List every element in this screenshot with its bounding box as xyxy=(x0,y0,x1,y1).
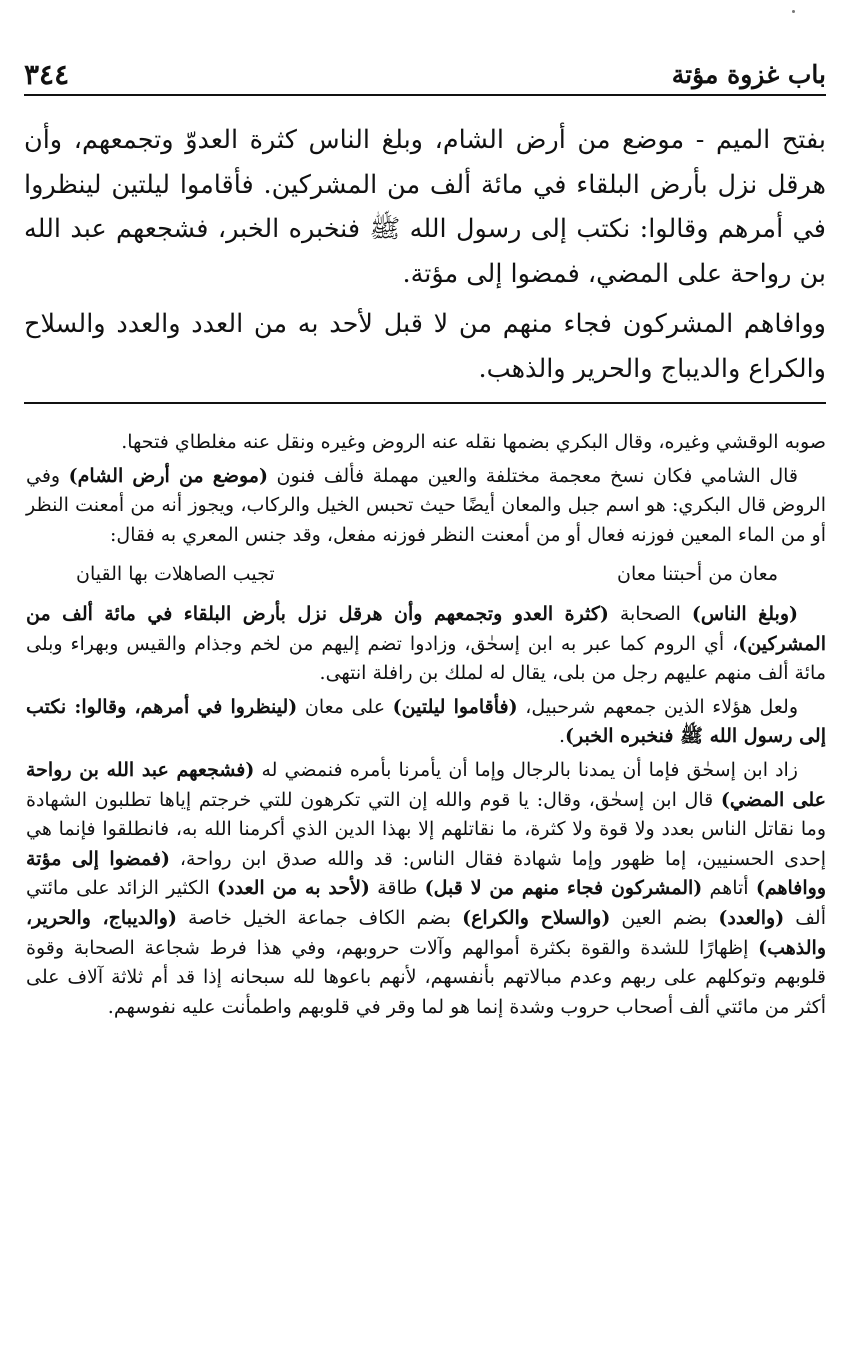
commentary-text: الكثير الزائد على مائتي ألف xyxy=(26,877,826,929)
page-number: ٣٤٤ xyxy=(24,57,70,91)
running-header xyxy=(24,54,826,96)
text-divider xyxy=(24,402,826,404)
commentary-text: . xyxy=(558,725,566,748)
quoted-phrase: (موضع من أرض الشام) xyxy=(68,464,268,487)
quoted-phrase: (والعدد) xyxy=(718,906,785,929)
scan-speck xyxy=(792,10,795,13)
quoted-phrase: (لينظروا في أمرهم، وقالوا: نكتب إلى رسول الله ﷺ فنخبره الخبر) xyxy=(26,695,826,748)
commentary-text: زاد ابن إسحٰق فإما أن يمدنا بالرجال وإما أن يأمرنا بأمره فنمضي له xyxy=(254,758,798,781)
poetry-verse xyxy=(26,560,826,590)
commentary-text: قال الشامي فكان نسخ معجمة مختلفة والعين مهملة فألف فنون xyxy=(267,464,798,487)
quoted-phrase: (المشركون فجاء منهم من لا قبل) xyxy=(424,877,703,900)
quoted-phrase: (لأحد به من العدد) xyxy=(217,877,370,900)
quoted-phrase: (والسلاح والكراع) xyxy=(462,906,611,929)
quoted-phrase: (والديباج، والحرير، والذهب) xyxy=(26,906,826,959)
commentary-text: على معان xyxy=(297,695,393,718)
commentary xyxy=(26,428,826,1026)
commentary-text: أتاهم xyxy=(702,877,756,900)
verse-first-hemistich: معان من أحبتنا معان xyxy=(617,563,778,586)
commentary-text: وفي الروض قال البكري: هو اسم جبل والمعان أيضًا حيث تحبس الخيل والركاب، ويجوز أنه من أمعنت النظر أو من الماء المعين فوزنه فعال أو من أمعنت النظر فوزنه مفعل، وقد جنس المعري به فقال: xyxy=(26,464,826,546)
quoted-phrase: (فأقاموا ليلتين) xyxy=(392,695,518,718)
commentary-paragraph xyxy=(26,600,826,689)
commentary-paragraph xyxy=(26,693,826,752)
commentary-text: قال ابن إسحٰق، وقال: يا قوم والله إن التي تكرهون للتي خرجتم إياها تطلبون الشهادة وما نقاتل الناس بعدد ولا قوة ولا كثرة، ما نقاتلهم إلا بهذا الدين الذي أكرمنا الله به، فانطلقوا فإنما هي إحدى الحسنيين، إما ظهور وإما شهادة فقال الناس: قد والله صدق ابن رواحة، xyxy=(26,788,827,870)
commentary-paragraph xyxy=(26,756,826,1022)
main-text xyxy=(24,118,826,392)
commentary-paragraph xyxy=(26,462,826,551)
chapter-title: باب غزوة مؤتة xyxy=(671,59,826,89)
commentary-paragraph: صوبه الوقشي وغيره، وقال البكري بضمها نقله عنه الروض وغيره ونقل عنه مغلطاي فتحها. xyxy=(121,431,826,453)
commentary-text: طاقة xyxy=(369,877,425,900)
quoted-phrase: (فشجعهم عبد الله بن رواحة على المضي) xyxy=(26,758,827,811)
main-text-paragraph: ووافاهم المشركون فجاء منهم من لا قبل لأحد به من العدد والعدد والسلاح والكراع والديباج والحرير والذهب. xyxy=(24,309,826,384)
quoted-phrase: (وبلغ الناس) xyxy=(691,602,799,625)
commentary-text: بضم الكاف جماعة الخيل خاصة xyxy=(176,906,463,929)
verse-second-hemistich: تجيب الصاهلات بها القيان xyxy=(76,563,275,586)
commentary-text: ، أي الروم كما عبر به ابن إسحٰق، وزادوا تضم إليهم من لخم وجذام والقيس وبهراء وبلى مائة ألف منهم عليهم رجل من بلى، يقال له لملك بن رافلة انتهى. xyxy=(26,632,826,685)
main-text-paragraph: بفتح الميم - موضع من أرض الشام، وبلغ الناس كثرة العدوّ وتجمعهم، وأن هرقل نزل بأرض البلقاء في مائة ألف من المشركين. فأقاموا ليلتين لينظروا في أمرهم وقالوا: نكتب إلى رسول الله ﷺ فنخبره الخبر، فشجعهم عبد الله بن رواحة على المضي، فمضوا إلى مؤتة. xyxy=(24,125,826,289)
commentary-text: ولعل هؤلاء الذين جمعهم شرحبيل، xyxy=(517,695,798,718)
quoted-phrase: (فمضوا إلى مؤتة ووافاهم) xyxy=(26,847,826,900)
quoted-phrase: (كثرة العدو وتجمعهم وأن هرقل نزل بأرض البلقاء في مائة ألف من المشركين) xyxy=(26,602,826,655)
commentary-text: الصحابة xyxy=(608,602,692,625)
commentary-text: بضم العين xyxy=(610,906,719,929)
commentary-text: إظهارًا للشدة والقوة بكثرة أموالهم وآلات حروبهم، وفي هذا فرط شجاعة الصحابة وقوة قلوبهم وتوكلهم على ربهم وعدم مبالاتهم بأنفسهم، لأنهم باعوها لله سبحانه إذا قد أم ثلاثة آلاف على أكثر من مائتي ألف أصحاب حروب وشدة إنما هو لما وقر في قلوبهم واطمأنت عليه نفوسهم. xyxy=(26,936,826,1018)
